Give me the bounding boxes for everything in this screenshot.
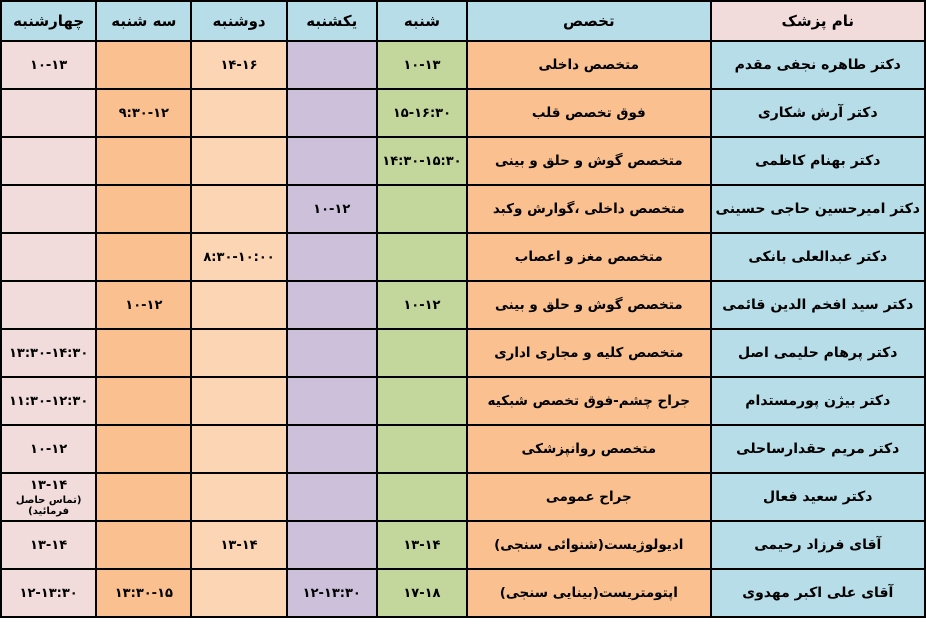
sun-time-cell [287,137,377,185]
cell-text: متخصص گوش و حلق و بینی [494,153,683,169]
cell-text: ۱۴:۳۰-۱۵:۳۰ [382,153,462,169]
doctor-name-cell [711,89,925,137]
cell-text: ۱۰-۱۳ [30,57,68,73]
cell-text: ۱۳-۱۴ [220,537,258,553]
cell-text: آقای علی اکبر مهدوی [742,585,894,601]
cell-text: جراح چشم-فوق تخصص شبکیه [487,393,691,409]
specialty-cell [467,521,711,569]
header-saturday: شنبه [377,1,467,41]
wed-time-cell [1,425,96,473]
cell-text: ۱۳:۳۰-۱۴:۳۰ [8,345,89,361]
specialty-cell [467,233,711,281]
doctor-name-cell [711,41,925,89]
cell-text: ۹:۳۰-۱۲ [118,105,169,121]
cell-text: دکتر پرهام حلیمی اصل [738,345,898,361]
table-row [1,329,925,377]
mon-time-cell [191,137,286,185]
specialty-cell [467,329,711,377]
sat-time-cell [377,377,467,425]
specialty-cell [467,569,711,617]
table-row [1,185,925,233]
cell-text: جراح عمومی [545,489,632,505]
table-row [1,89,925,137]
specialty-cell [467,89,711,137]
tue-time-cell [96,233,191,281]
doctor-name-cell [711,569,925,617]
tue-time-cell [96,185,191,233]
sat-time-cell [377,41,467,89]
doctor-name-cell [711,425,925,473]
sat-time-cell [377,425,467,473]
cell-text: متخصص مغز و اعصاب [514,249,663,265]
sun-time-cell [287,473,377,521]
mon-time-cell [191,281,286,329]
cell-text: دکتر بهنام کاظمی [755,153,881,169]
cell-text: دکتر عبدالعلی بانکی [748,249,888,265]
sat-time-cell [377,137,467,185]
sun-time-cell [287,281,377,329]
cell-text: ۱۰-۱۲ [313,201,351,217]
cell-text: فوق تخصص قلب [531,105,646,121]
cell-text: ۱۰-۱۲ [30,441,68,457]
tue-time-cell [96,377,191,425]
sun-time-cell [287,521,377,569]
sun-time-cell [287,377,377,425]
sat-time-cell [377,473,467,521]
wed-time-cell [1,521,96,569]
mon-time-cell [191,569,286,617]
cell-text: ۱۱:۳۰-۱۲:۳۰ [8,393,89,409]
sun-time-cell [287,329,377,377]
sat-time-cell [377,569,467,617]
table-row [1,137,925,185]
sun-time-cell [287,185,377,233]
sat-time-cell [377,233,467,281]
schedule-table-body [1,41,925,617]
cell-text: ادیولوژیست(شنوائی سنجی) [494,537,684,553]
cell-text: ۱۳-۱۴ [30,537,68,553]
header-sunday: یکشنبه [287,1,377,41]
mon-time-cell [191,233,286,281]
doctor-name-cell [711,473,925,521]
wed-time-cell [1,41,96,89]
cell-text: متخصص داخلی [538,57,640,73]
tue-time-cell [96,41,191,89]
cell-text: ۱۲-۱۳:۳۰ [302,585,361,601]
cell-text: اپتومتریست(بینایی سنجی) [499,585,678,601]
call-note: (تماس حاصل فرمائید) [15,494,82,517]
sun-time-cell [287,569,377,617]
cell-text: دکتر سعید فعال [763,489,873,505]
tue-time-cell [96,281,191,329]
table-row [1,521,925,569]
cell-text: دکتر امیرحسین حاجی حسینی [715,201,920,217]
cell-text: متخصص کلیه و مجاری اداری [494,345,684,361]
tue-time-cell [96,89,191,137]
doctor-name-cell [711,137,925,185]
wed-time-cell [1,569,96,617]
mon-time-cell [191,377,286,425]
cell-text: متخصص گوش و حلق و بینی [494,297,683,313]
doctor-name-cell [711,281,925,329]
cell-text: دکتر طاهره نجفی مقدم [734,57,901,73]
specialty-cell [467,185,711,233]
sat-time-cell [377,185,467,233]
cell-text: ۱۰-۱۲ [125,297,163,313]
cell-text: دکتر سید افخم الدین قائمی [722,297,914,313]
cell-text: متخصص روانپزشکی [521,441,657,457]
cell-text: ۱۰-۱۳ [403,57,441,73]
sat-time-cell [377,281,467,329]
cell-text: ۱۳-۱۴ [30,477,68,493]
specialty-cell [467,425,711,473]
sun-time-cell [287,425,377,473]
header-tuesday: سه شنبه [96,1,191,41]
mon-time-cell [191,89,286,137]
header-doctor-name: نام پزشک [711,1,925,41]
doctor-name-cell [711,377,925,425]
sun-time-cell [287,41,377,89]
doctor-name-cell [711,233,925,281]
cell-text: ۱۵-۱۶:۳۰ [392,105,452,121]
sun-time-cell [287,233,377,281]
mon-time-cell [191,521,286,569]
header-row [1,1,925,41]
cell-text: دکتر آرش شکاری [757,105,878,121]
cell-text: ۱۴-۱۶ [220,57,258,73]
cell-text: ۱۷-۱۸ [403,585,441,601]
specialty-cell [467,281,711,329]
sat-time-cell [377,89,467,137]
doctor-name-cell [711,185,925,233]
table-row [1,377,925,425]
sun-time-cell [287,89,377,137]
tue-time-cell [96,473,191,521]
wed-time-cell [1,233,96,281]
cell-text: آقای فرزاد رحیمی [754,537,882,553]
sat-time-cell [377,521,467,569]
mon-time-cell [191,473,286,521]
header-specialty: تخصص [467,1,711,41]
cell-text: ۱۲-۱۳:۳۰ [19,585,78,601]
cell-text: دکتر مریم حقدارساحلی [736,441,900,457]
wed-time-cell [1,377,96,425]
mon-time-cell [191,425,286,473]
specialty-cell [467,377,711,425]
cell-text: ۸:۳۰-۱۰:۰۰ [203,249,275,265]
header-wednesday: چهارشنبه [1,1,96,41]
tue-time-cell [96,521,191,569]
cell-text: ۱۳-۱۴ [403,537,441,553]
tue-time-cell [96,569,191,617]
specialty-cell [467,137,711,185]
wed-time-cell [1,281,96,329]
table-row [1,41,925,89]
wed-time-cell [1,89,96,137]
wed-time-cell [1,329,96,377]
table-row [1,569,925,617]
table-row [1,425,925,473]
specialty-cell [467,473,711,521]
schedule-table-header [1,1,925,41]
tue-time-cell [96,137,191,185]
cell-text: ۱۰-۱۲ [403,297,441,313]
header-monday: دوشنبه [191,1,286,41]
wed-time-cell [1,185,96,233]
cell-text: دکتر بیژن پورمستدام [745,393,891,409]
specialty-cell [467,41,711,89]
doctor-name-cell [711,521,925,569]
cell-text: ۱۳:۳۰-۱۵ [114,585,173,601]
tue-time-cell [96,425,191,473]
mon-time-cell [191,185,286,233]
mon-time-cell [191,329,286,377]
wed-time-cell [1,137,96,185]
sat-time-cell [377,329,467,377]
tue-time-cell [96,329,191,377]
table-row [1,281,925,329]
mon-time-cell [191,41,286,89]
table-row [1,233,925,281]
cell-text: متخصص داخلی ،گوارش وکبد [492,201,685,217]
wed-time-cell [1,473,96,521]
doctor-name-cell [711,329,925,377]
table-row [1,473,925,521]
